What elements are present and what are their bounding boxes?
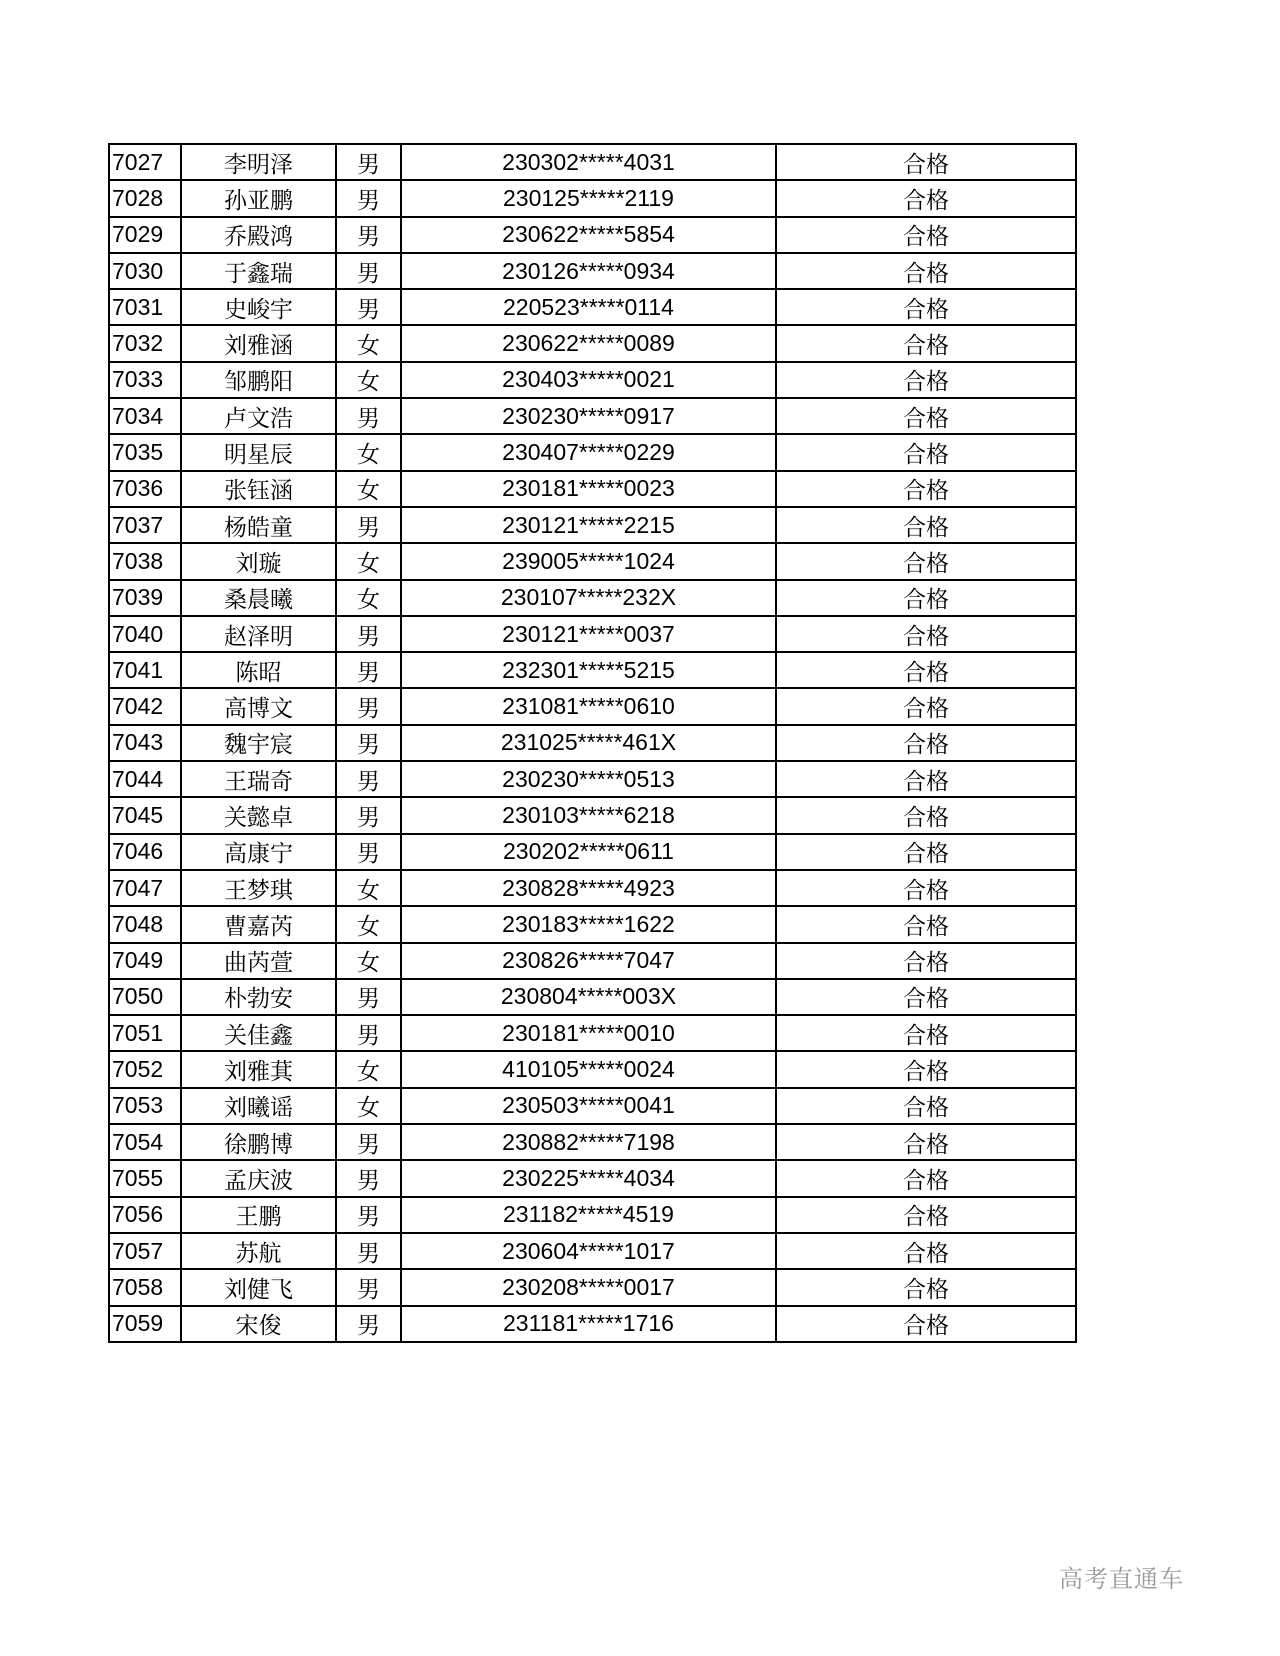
cell-gender: 男: [336, 289, 401, 325]
cell-name: 于鑫瑞: [181, 253, 336, 289]
cell-status: 合格: [776, 398, 1076, 434]
cell-gender: 男: [336, 652, 401, 688]
cell-name: 关懿卓: [181, 797, 336, 833]
table-row: [109, 834, 1076, 870]
cell-seq: 7029: [109, 217, 181, 253]
cell-gender: 男: [336, 253, 401, 289]
cell-name: 张钰涵: [181, 471, 336, 507]
cell-seq: 7052: [109, 1051, 181, 1087]
cell-id-number: 220523*****0114: [401, 289, 776, 325]
cell-gender: 女: [336, 1088, 401, 1124]
cell-seq: 7028: [109, 180, 181, 216]
cell-status: 合格: [776, 543, 1076, 579]
cell-id-number: 230622*****5854: [401, 217, 776, 253]
cell-status: 合格: [776, 870, 1076, 906]
table-row: [109, 471, 1076, 507]
cell-seq: 7051: [109, 1015, 181, 1051]
cell-name: 关佳鑫: [181, 1015, 336, 1051]
cell-name: 魏宇宸: [181, 725, 336, 761]
cell-id-number: 230230*****0513: [401, 761, 776, 797]
table-row: [109, 217, 1076, 253]
cell-status: 合格: [776, 180, 1076, 216]
cell-seq: 7036: [109, 471, 181, 507]
results-table: [108, 143, 1077, 1343]
cell-status: 合格: [776, 834, 1076, 870]
cell-id-number: 232301*****5215: [401, 652, 776, 688]
cell-seq: 7058: [109, 1269, 181, 1305]
cell-name: 高博文: [181, 688, 336, 724]
watermark-text: 高考直通车: [1059, 1566, 1184, 1593]
cell-status: 合格: [776, 979, 1076, 1015]
cell-status: 合格: [776, 434, 1076, 470]
table-row: [109, 870, 1076, 906]
cell-seq: 7050: [109, 979, 181, 1015]
cell-seq: 7046: [109, 834, 181, 870]
cell-status: 合格: [776, 1124, 1076, 1160]
cell-id-number: 230126*****0934: [401, 253, 776, 289]
cell-name: 高康宁: [181, 834, 336, 870]
cell-name: 乔殿鸿: [181, 217, 336, 253]
cell-id-number: 230183*****1622: [401, 906, 776, 942]
cell-name: 曹嘉芮: [181, 906, 336, 942]
cell-gender: 男: [336, 979, 401, 1015]
cell-id-number: 230604*****1017: [401, 1233, 776, 1269]
table-row: [109, 1015, 1076, 1051]
cell-seq: 7045: [109, 797, 181, 833]
cell-gender: 男: [336, 1124, 401, 1160]
cell-name: 邹鹏阳: [181, 362, 336, 398]
cell-name: 孙亚鹏: [181, 180, 336, 216]
cell-seq: 7027: [109, 144, 181, 180]
cell-status: 合格: [776, 725, 1076, 761]
cell-name: 曲芮萱: [181, 943, 336, 979]
cell-gender: 男: [336, 180, 401, 216]
cell-id-number: 239005*****1024: [401, 543, 776, 579]
cell-gender: 女: [336, 434, 401, 470]
table-row: [109, 616, 1076, 652]
cell-name: 刘健飞: [181, 1269, 336, 1305]
cell-status: 合格: [776, 144, 1076, 180]
cell-gender: 男: [336, 1015, 401, 1051]
cell-id-number: 230302*****4031: [401, 144, 776, 180]
cell-gender: 女: [336, 870, 401, 906]
table-row: [109, 688, 1076, 724]
cell-gender: 女: [336, 943, 401, 979]
cell-status: 合格: [776, 1306, 1076, 1342]
cell-gender: 女: [336, 1051, 401, 1087]
table-row: [109, 943, 1076, 979]
cell-status: 合格: [776, 507, 1076, 543]
cell-name: 陈昭: [181, 652, 336, 688]
table-row: [109, 725, 1076, 761]
table-row: [109, 906, 1076, 942]
cell-seq: 7032: [109, 325, 181, 361]
cell-gender: 男: [336, 1197, 401, 1233]
cell-status: 合格: [776, 761, 1076, 797]
cell-seq: 7033: [109, 362, 181, 398]
cell-id-number: 230230*****0917: [401, 398, 776, 434]
cell-id-number: 230882*****7198: [401, 1124, 776, 1160]
table-row: [109, 1233, 1076, 1269]
table-row: [109, 362, 1076, 398]
cell-status: 合格: [776, 253, 1076, 289]
table-row: [109, 580, 1076, 616]
cell-id-number: 230121*****0037: [401, 616, 776, 652]
table-row: [109, 979, 1076, 1015]
results-table-body: [109, 144, 1076, 1342]
cell-id-number: 231182*****4519: [401, 1197, 776, 1233]
cell-id-number: 230503*****0041: [401, 1088, 776, 1124]
cell-gender: 男: [336, 761, 401, 797]
cell-name: 明星辰: [181, 434, 336, 470]
cell-gender: 男: [336, 1306, 401, 1342]
cell-name: 刘雅萁: [181, 1051, 336, 1087]
cell-name: 史峻宇: [181, 289, 336, 325]
cell-seq: 7031: [109, 289, 181, 325]
cell-gender: 男: [336, 1233, 401, 1269]
cell-seq: 7055: [109, 1160, 181, 1196]
cell-status: 合格: [776, 217, 1076, 253]
cell-seq: 7039: [109, 580, 181, 616]
cell-id-number: 230407*****0229: [401, 434, 776, 470]
table-row: [109, 289, 1076, 325]
cell-name: 刘璇: [181, 543, 336, 579]
cell-status: 合格: [776, 289, 1076, 325]
cell-status: 合格: [776, 471, 1076, 507]
cell-gender: 男: [336, 1269, 401, 1305]
cell-seq: 7037: [109, 507, 181, 543]
cell-seq: 7035: [109, 434, 181, 470]
cell-gender: 女: [336, 471, 401, 507]
cell-status: 合格: [776, 1088, 1076, 1124]
cell-seq: 7048: [109, 906, 181, 942]
cell-status: 合格: [776, 688, 1076, 724]
cell-name: 王梦琪: [181, 870, 336, 906]
cell-name: 苏航: [181, 1233, 336, 1269]
cell-gender: 男: [336, 507, 401, 543]
cell-id-number: 230403*****0021: [401, 362, 776, 398]
cell-name: 孟庆波: [181, 1160, 336, 1196]
cell-gender: 男: [336, 797, 401, 833]
table-row: [109, 797, 1076, 833]
cell-id-number: 230125*****2119: [401, 180, 776, 216]
cell-status: 合格: [776, 362, 1076, 398]
cell-status: 合格: [776, 1160, 1076, 1196]
cell-name: 卢文浩: [181, 398, 336, 434]
cell-id-number: 410105*****0024: [401, 1051, 776, 1087]
cell-seq: 7034: [109, 398, 181, 434]
cell-gender: 男: [336, 834, 401, 870]
cell-seq: 7049: [109, 943, 181, 979]
cell-name: 杨皓童: [181, 507, 336, 543]
cell-seq: 7053: [109, 1088, 181, 1124]
cell-seq: 7056: [109, 1197, 181, 1233]
cell-id-number: 230225*****4034: [401, 1160, 776, 1196]
cell-status: 合格: [776, 1269, 1076, 1305]
cell-status: 合格: [776, 943, 1076, 979]
cell-status: 合格: [776, 906, 1076, 942]
table-row: [109, 652, 1076, 688]
cell-name: 刘雅涵: [181, 325, 336, 361]
table-row: [109, 144, 1076, 180]
cell-gender: 女: [336, 362, 401, 398]
table-row: [109, 180, 1076, 216]
cell-name: 王鹏: [181, 1197, 336, 1233]
cell-name: 赵泽明: [181, 616, 336, 652]
cell-gender: 男: [336, 217, 401, 253]
cell-id-number: 231181*****1716: [401, 1306, 776, 1342]
cell-seq: 7038: [109, 543, 181, 579]
cell-gender: 男: [336, 144, 401, 180]
table-row: [109, 434, 1076, 470]
cell-seq: 7040: [109, 616, 181, 652]
table-row: [109, 761, 1076, 797]
cell-id-number: 230121*****2215: [401, 507, 776, 543]
cell-name: 王瑞奇: [181, 761, 336, 797]
cell-seq: 7043: [109, 725, 181, 761]
cell-gender: 男: [336, 1160, 401, 1196]
cell-gender: 男: [336, 616, 401, 652]
cell-gender: 女: [336, 543, 401, 579]
cell-seq: 7041: [109, 652, 181, 688]
cell-name: 李明泽: [181, 144, 336, 180]
cell-name: 朴勃安: [181, 979, 336, 1015]
cell-id-number: 230828*****4923: [401, 870, 776, 906]
table-row: [109, 543, 1076, 579]
cell-seq: 7057: [109, 1233, 181, 1269]
cell-seq: 7030: [109, 253, 181, 289]
cell-name: 刘曦谣: [181, 1088, 336, 1124]
table-row: [109, 507, 1076, 543]
cell-id-number: 230826*****7047: [401, 943, 776, 979]
table-row: [109, 1088, 1076, 1124]
cell-id-number: 231025*****461X: [401, 725, 776, 761]
cell-seq: 7054: [109, 1124, 181, 1160]
cell-status: 合格: [776, 1015, 1076, 1051]
cell-id-number: 230804*****003X: [401, 979, 776, 1015]
cell-status: 合格: [776, 616, 1076, 652]
cell-status: 合格: [776, 652, 1076, 688]
table-row: [109, 398, 1076, 434]
cell-status: 合格: [776, 325, 1076, 361]
cell-gender: 女: [336, 325, 401, 361]
cell-gender: 女: [336, 906, 401, 942]
cell-id-number: 230622*****0089: [401, 325, 776, 361]
cell-status: 合格: [776, 1233, 1076, 1269]
cell-gender: 男: [336, 688, 401, 724]
table-row: [109, 1306, 1076, 1342]
cell-gender: 女: [336, 580, 401, 616]
cell-id-number: 231081*****0610: [401, 688, 776, 724]
cell-id-number: 230181*****0010: [401, 1015, 776, 1051]
cell-seq: 7059: [109, 1306, 181, 1342]
table-row: [109, 1197, 1076, 1233]
cell-name: 宋俊: [181, 1306, 336, 1342]
cell-seq: 7042: [109, 688, 181, 724]
table-row: [109, 253, 1076, 289]
table-row: [109, 1051, 1076, 1087]
cell-status: 合格: [776, 797, 1076, 833]
table-row: [109, 325, 1076, 361]
cell-id-number: 230103*****6218: [401, 797, 776, 833]
cell-name: 桑晨曦: [181, 580, 336, 616]
cell-id-number: 230208*****0017: [401, 1269, 776, 1305]
table-row: [109, 1124, 1076, 1160]
cell-id-number: 230181*****0023: [401, 471, 776, 507]
cell-gender: 男: [336, 725, 401, 761]
cell-id-number: 230202*****0611: [401, 834, 776, 870]
cell-status: 合格: [776, 580, 1076, 616]
table-row: [109, 1269, 1076, 1305]
cell-status: 合格: [776, 1197, 1076, 1233]
table-row: [109, 1160, 1076, 1196]
cell-status: 合格: [776, 1051, 1076, 1087]
cell-name: 徐鹏博: [181, 1124, 336, 1160]
cell-gender: 男: [336, 398, 401, 434]
cell-seq: 7044: [109, 761, 181, 797]
cell-id-number: 230107*****232X: [401, 580, 776, 616]
cell-seq: 7047: [109, 870, 181, 906]
